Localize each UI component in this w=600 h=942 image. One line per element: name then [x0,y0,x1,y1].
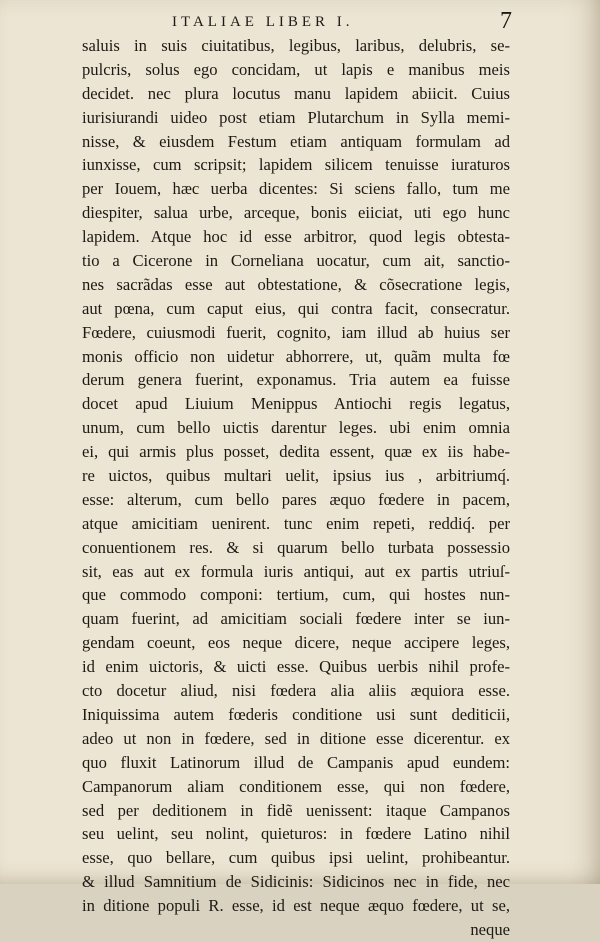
text-line [82,368,510,392]
text-line [82,488,510,512]
text-line [82,201,510,225]
text-line [82,799,510,823]
text-line-content: per Iouem, hæc uerba dicentes: Si sciens fallo, tum me [82,179,510,199]
running-title: ITALIAE LIBER I. [172,14,354,30]
text-line-content: in ditione populi R. esse, id est neque æquo fœdere, ut se, [82,896,510,916]
text-line [82,727,510,751]
text-line-content: pulcris, solus ego concidam, ut lapis e manibus meis [82,59,510,79]
text-line [82,153,510,177]
text-line-content: cto docetur aliud, nisi fœdera alia aliis æquiora esse. [82,681,510,701]
text-line [82,249,510,273]
catchword: neque [470,919,510,939]
text-line-content: tio a Cicerone in Corneliana uocatur, cum ait, sanctio- [82,251,510,271]
text-line-content: ei, qui armis plus posset, dedita essent, quæ ex iis habe- [82,442,510,462]
text-line [82,655,510,679]
text-line-content: iunxisse, cum scripsit; lapidem silicem tenuisse iuraturos [82,155,510,175]
text-line [82,536,510,560]
text-line-content: re uictos, quibus multari uelit, ipsius ius , arbitriumq́. [82,466,510,486]
text-line [82,775,510,799]
text-line-content: docet apud Liuium Menippus Antiochi regis legatus, [82,394,510,414]
text-line-content: Fœdere, cuiusmodi fuerit, cognito, iam illud ab huius ser [82,322,510,342]
text-line [82,297,510,321]
text-line-content: sit, eas aut ex formula iuris antiqui, aut ex partis utriuſ- [82,561,510,581]
page-number: 7 [500,8,512,34]
text-line [82,106,510,130]
text-line-content: que commodo componi: tertium, cum, qui hostes nun- [82,585,510,605]
text-line-content: Campanorum aliam conditionem esse, qui non fœdere, [82,776,510,796]
text-line-content: atque amicitiam uenirent. tunc enim repeti, reddiq́. per [82,513,510,533]
running-head [0,8,600,34]
text-line [82,846,510,870]
text-line [82,560,510,584]
text-line [82,894,510,918]
text-line-content: monis officio non uidetur abhorrere, ut, quãm multa fœ [82,346,510,366]
text-line-content: gendam coeunt, eos neque dicere, neque accipere leges, [82,633,510,653]
text-line-content: unum, cum bello uictis darentur leges. ubi enim omnia [82,418,510,438]
text-line [82,679,510,703]
text-line [82,583,510,607]
text-line [82,273,510,297]
text-line [82,464,510,488]
text-line-content: derum genera fuerint, exponamus. Tria autem ea fuisse [82,370,510,390]
text-line [82,751,510,775]
text-line [82,82,510,106]
text-line-content: conuentionem res. & si quarum bello turbata possessio [82,537,510,557]
text-line-content: diespiter, salua urbe, arceque, bonis eiiciat, uti ego hunc [82,203,510,223]
text-line-content: saluis in suis ciuitatibus, legibus, laribus, delubris, se- [82,36,510,55]
text-line-content: quo fluxit Latinorum illud de Campanis apud eundem: [82,752,510,772]
text-line-content: adeo ut non in fœdere, sed in ditione esse dicerentur. ex [82,728,510,748]
text-line [82,177,510,201]
text-line [82,631,510,655]
text-line [82,34,510,58]
text-line [82,440,510,464]
text-line-content: quam fuerint, ad amicitiam sociali fœdere inter se iun- [82,609,510,629]
text-line [82,870,510,894]
body-text [82,34,510,942]
text-line-content: nisse, & eiusdem Festum etiam antiquam formulam ad [82,131,510,151]
text-line [82,225,510,249]
text-line-content: esse, quo bellare, cum quibus ipsi uelint, prohibeantur. [82,848,510,868]
text-line [82,130,510,154]
text-line-content: nes sacrãdas esse aut obtestatione, & cõsecratione legis, [82,274,510,294]
text-line [82,321,510,345]
text-line-content: iurisiurandi uideo post etiam Plutarchum in Sylla memi- [82,107,510,127]
text-line-content: aut pœna, cum caput eius, qui contra facit, consecratur. [82,298,510,318]
text-line-content: & illud Samnitium de Sidicinis: Sidicinos nec in fide, nec [82,872,510,892]
text-line [82,392,510,416]
text-line-content: sed per deditionem in fidẽ uenissent: itaque Campanos [82,800,510,820]
text-line [82,58,510,82]
text-line-content: lapidem. Atque hoc id esse arbitror, quod legis obtesta- [82,227,510,247]
text-line [82,607,510,631]
text-line [82,703,510,727]
text-line [82,416,510,440]
text-line-content: esse: alterum, cum bello pares æquo fœdere in pacem, [82,489,510,509]
catchword-line [82,918,510,942]
text-line [82,822,510,846]
text-line-content: Iniquissima autem fœderis conditione usi sunt dediticii, [82,704,510,724]
text-line-content: id enim uictoris, & uicti esse. Quibus uerbis nihil profe- [82,657,510,677]
text-line-content: seu uelint, seu nolint, quieturos: in fœdere Latino nihil [82,824,510,844]
text-line [82,345,510,369]
text-line-content: decidet. nec plura locutus manu lapidem abiicit. Cuius [82,83,510,103]
text-line [82,512,510,536]
